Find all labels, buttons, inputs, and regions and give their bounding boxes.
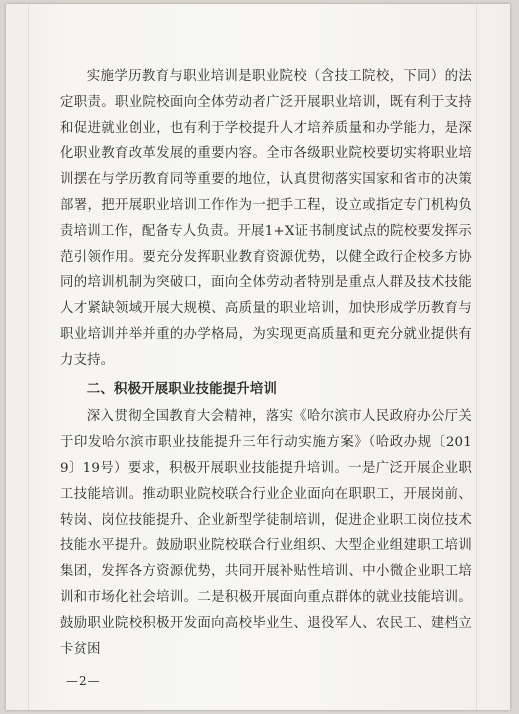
document-body <box>60 64 472 662</box>
paragraph-vocational-training-duty: 实施学历教育与职业培训是职业院校（含技工院校，下同）的法定职责。职业院校面向全体劳动者广泛开展职业培训，既有利于支持和促进就业创业，也有利于学校提升人才培养质量和办学能力，是深化职业教育改革发展的重要内容。全市各级职业院校要切实将职业培训摆在与学历教育同等重要的地位，认真贯彻落实国家和省市的决策部署，把开展职业培训工作作为一把手工程，设立或指定专门机构负责培训工作，配备专人负责。开展1+X证书制度试点的院校要发挥示范引领作用。要充分发挥职业教育资源优势，以健全政行企校多方协同的培训机制为突破口，面向全体劳动者特别是重点人群及技术技能人才紧缺领域开展大规模、高质量的职业培训，加快形成学历教育与职业培训并举并重的办学格局，为实现更高质量和更充分就业提供有力支持。 <box>60 69 472 368</box>
paper-fold-line <box>476 4 477 710</box>
document-page <box>6 4 510 710</box>
section-heading-skills-training: 二、积极开展职业技能提升培训 <box>86 381 278 397</box>
page-number: —2— <box>66 674 101 688</box>
paragraph-skills-upgrading: 深入贯彻全国教育大会精神，落实《哈尔滨市人民政府办公厅关于印发哈尔滨市职业技能提升三年行动实施方案》（哈政办规〔2019〕19号）要求，积极开展职业技能提升培训。一是广泛开展企业职工技能培训。推动职业院校联合行业企业面向在职职工，开展岗前、转岗、岗位技能提升、企业新型学徒制培训，促进企业职工岗位技术技能水平提升。鼓励职业院校联合行业组织、大型企业组建职工培训集团，发挥各方资源优势，共同开展补贴性培训、中小微企业职工培训和市场化社会培训。二是积极开展面向重点群体的就业技能培训。鼓励职业院校积极开发面向高校毕业生、退役军人、农民工、建档立卡贫困 <box>60 409 472 657</box>
paper-fold-line <box>28 4 29 710</box>
